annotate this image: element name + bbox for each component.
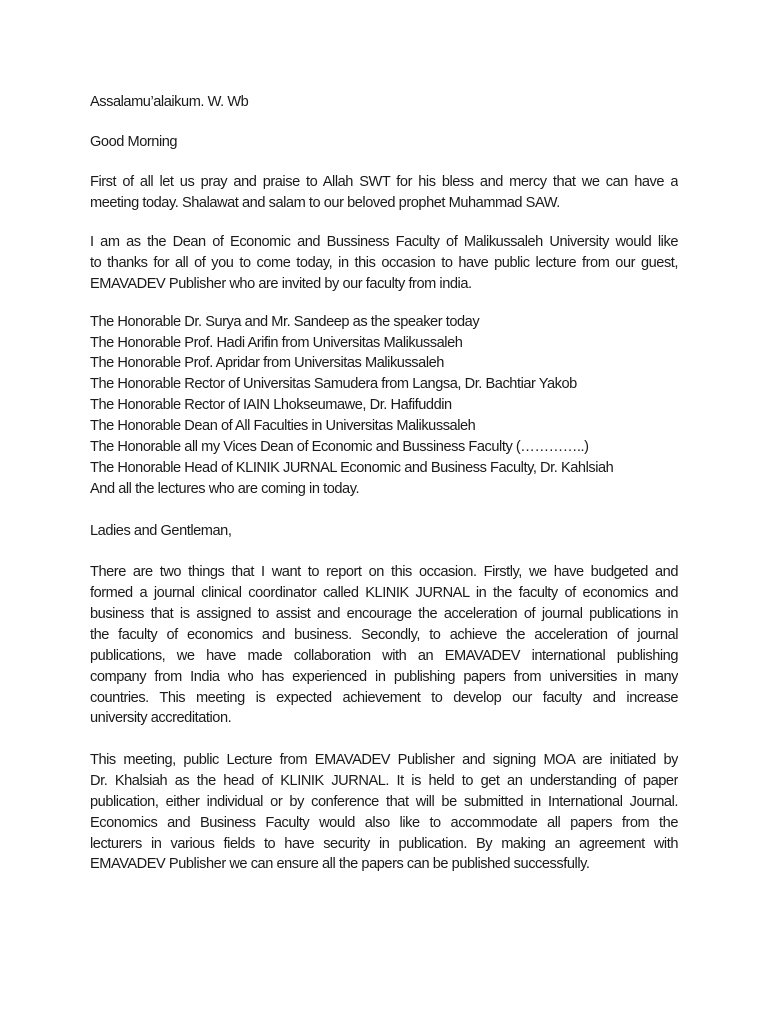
- address-line: Ladies and Gentleman,: [90, 523, 232, 539]
- text-line: meeting today. Shalawat and salam to our beloved prophet Muhammad SAW.: [90, 195, 560, 211]
- list-item: The Honorable Rector of IAIN Lhokseumawe, Dr. Hafifuddin: [90, 397, 452, 413]
- text-line: business that is assigned to assist and encourage the acceleration of journal publications in: [90, 606, 678, 622]
- text-line: publications, we have made collaboration with an EMAVADEV international publishing: [90, 648, 678, 664]
- text-line: to thanks for all of you to come today, in this occasion to have public lecture from our guest,: [90, 255, 678, 271]
- list-item: And all the lectures who are coming in today.: [90, 481, 360, 497]
- text-line: I am as the Dean of Economic and Bussiness Faculty of Malikussaleh University would like: [90, 234, 678, 250]
- text-line: EMAVADEV Publisher we can ensure all the papers can be published successfully.: [90, 856, 590, 872]
- text-line: This meeting, public Lecture from EMAVADEV Publisher and signing MOA are initiated by: [90, 752, 678, 768]
- list-item: The Honorable Prof. Hadi Arifin from Universitas Malikussaleh: [90, 335, 463, 351]
- text-line: EMAVADEV Publisher who are invited by our faculty from india.: [90, 276, 472, 292]
- greeting: Good Morning: [90, 134, 178, 150]
- list-item: The Honorable Dean of All Faculties in Universitas Malikussaleh: [90, 418, 476, 434]
- list-item: The Honorable Rector of Universitas Samudera from Langsa, Dr. Bachtiar Yakob: [90, 376, 577, 392]
- text-line: the faculty of economics and business. Secondly, to achieve the acceleration of journal: [90, 627, 678, 643]
- text-line: company from India who has experienced in publishing papers from universities in many: [90, 669, 678, 685]
- list-item: The Honorable all my Vices Dean of Economic and Bussiness Faculty (…………..): [90, 439, 589, 455]
- list-item: The Honorable Prof. Apridar from Universitas Malikussaleh: [90, 355, 444, 371]
- text-line: lecturers in various fields to have security in publication. By making an agreement with: [90, 836, 678, 852]
- text-line: formed a journal clinical coordinator called KLINIK JURNAL in the faculty of economics and: [90, 585, 678, 601]
- text-line: There are two things that I want to report on this occasion. Firstly, we have budgeted and: [90, 564, 678, 580]
- text-line: Economics and Business Faculty would also like to accommodate all papers from the: [90, 815, 678, 831]
- text-line: countries. This meeting is expected achievement to develop our faculty and increase: [90, 690, 678, 706]
- text-line: university accreditation.: [90, 710, 232, 726]
- text-line: publication, either individual or by conference that will be submitted in International Journal.: [90, 794, 678, 810]
- text-line: Dr. Khalsiah as the head of KLINIK JURNAL. It is held to get an understanding of paper: [90, 773, 678, 789]
- salutation: Assalamu’alaikum. W. Wb: [90, 94, 249, 110]
- list-item: The Honorable Head of KLINIK JURNAL Economic and Business Faculty, Dr. Kahlsiah: [90, 460, 614, 476]
- text-line: First of all let us pray and praise to Allah SWT for his bless and mercy that we can have a: [90, 174, 678, 190]
- list-item: The Honorable Dr. Surya and Mr. Sandeep as the speaker today: [90, 314, 480, 330]
